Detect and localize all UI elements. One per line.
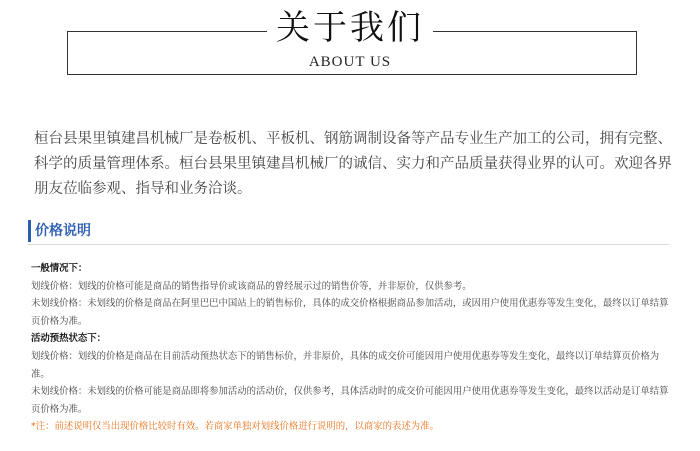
term-label: 未划线价格： xyxy=(31,298,88,310)
about-header xyxy=(0,0,700,90)
general-strikethrough-price xyxy=(31,278,671,296)
term-label: 划线价格： xyxy=(31,350,78,362)
promo-regular-price xyxy=(31,383,671,418)
price-note: *注：前述说明仅当出现价格比较时有效。若商家单独对划线价格进行说明的，以商家的表述为准。 xyxy=(31,421,439,433)
promo-strikethrough-price xyxy=(31,348,671,383)
term-description: 划线的价格是商品在目前活动预热状态下的销售标价，并非原价，具体的成交价可能因用户使用优惠券等发生变化，最终以订单结算页价格为准。 xyxy=(31,350,660,380)
general-regular-price xyxy=(31,295,671,330)
page-title: 关于我们 xyxy=(276,8,424,48)
term-description: 未划线的价格可能是商品即将参加活动的活动价，仅供参考，具体活动时的成交价可能因用户使用优惠券等发生变化，最终以活动是订单结算页价格为准。 xyxy=(31,386,669,415)
term-label: 划线价格： xyxy=(31,280,78,292)
company-intro: 桓台县果里镇建昌机械厂是卷板机、平板机、钢筋调制设备等产品专业生产加工的公司，拥有完整、科学的质量管理体系。桓台县果里镇建昌机械厂的诚信、实力和产品质量获得业界的认可。欢迎各界朋友莅临参观、指导和业务洽谈。 xyxy=(34,131,672,197)
price-divider xyxy=(28,244,669,245)
price-body xyxy=(31,260,671,436)
term-description: 划线的价格可能是商品的销售指导价或该商品的曾经展示过的销售价等，并非原价，仅供参考。 xyxy=(77,280,472,292)
term-description: 未划线的价格是商品在阿里巴巴中国站上的销售标价，具体的成交价格根据商品参加活动，或因用户使用优惠券等发生变化，最终以订单结算页价格为准。 xyxy=(31,298,669,327)
promo-case-title: 活动预热状态下： xyxy=(31,333,107,345)
price-section-title: 价格说明 xyxy=(28,220,91,242)
page-subtitle: ABOUT US xyxy=(308,54,392,70)
term-label: 未划线价格： xyxy=(31,386,88,398)
general-case-title: 一般情况下： xyxy=(31,263,88,274)
